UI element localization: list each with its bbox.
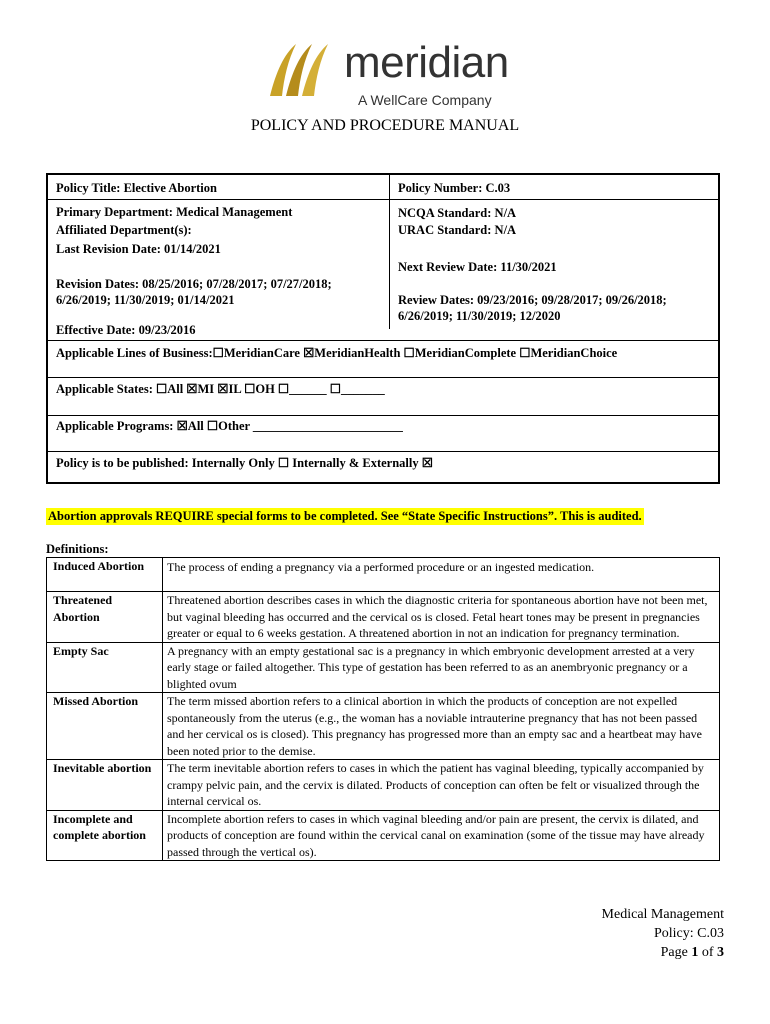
page-total: 3	[717, 945, 724, 960]
table-row	[47, 642, 720, 693]
review-dates-cont: 6/26/2019; 11/30/2019; 12/2020	[398, 309, 561, 323]
page-of: of	[698, 945, 717, 960]
definitions-heading: Definitions:	[46, 542, 109, 556]
table-row	[47, 760, 720, 811]
review-dates: Review Dates: 09/23/2016; 09/28/2017; 09/26/2018;	[398, 293, 667, 307]
urac-standard: URAC Standard: N/A	[398, 223, 517, 237]
revision-dates-cont: 6/26/2019; 11/30/2019; 01/14/2021	[56, 293, 235, 307]
table-row	[47, 810, 720, 861]
footer-page	[602, 943, 724, 962]
definitions-table	[46, 557, 720, 861]
header-divider	[48, 340, 718, 341]
lines-of-business: Applicable Lines of Business:☐MeridianCare ☒MeridianHealth ☐MeridianComplete ☐MeridianChoice	[56, 346, 618, 360]
footer-policy: Policy: C.03	[653, 926, 724, 941]
definition-text: The process of ending a pregnancy via a performed procedure or an ingested medication.	[163, 558, 720, 592]
definition-term: Missed Abortion	[47, 693, 163, 760]
applicable-states: Applicable States: ☐All ☒MI ☒IL ☐OH ☐______ ☐_______	[56, 382, 385, 396]
next-review-date: Next Review Date: 11/30/2021	[398, 260, 557, 274]
page-title: POLICY AND PROCEDURE MANUAL	[250, 117, 520, 134]
header-divider	[48, 451, 718, 452]
affiliated-departments: Affiliated Department(s):	[56, 223, 192, 237]
definition-text: The term inevitable abortion refers to cases in which the patient has vaginal bleeding, typically accompanied by crampy pelvic pain, and the cervix is dilated. Products of conception can often be felt or visualized through the internal cervical os.	[163, 760, 720, 811]
definition-text: The term missed abortion refers to a clinical abortion in which the products of conception are not expelled spontaneously from the uterus (e.g., the woman has a noviable intrauterine pregnancy that has not been passed and her cervical os is closed). This pregnancy has progressed more than an empty sac and a heartbeat may have been noted prior to the demise.	[163, 693, 720, 760]
logo-wordmark: meridian	[344, 38, 509, 87]
definition-text: Threatened abortion describes cases in which the diagnostic criteria for spontaneous abortion have not been met, but vaginal bleeding has occurred and the cervical os is closed. Fetal heart tones may be present in pregnancies greater or equal to 6 weeks gestation. A threatened abortion in not an indication for pregnancy termination.	[163, 592, 720, 643]
table-row	[47, 592, 720, 643]
meridian-logo	[262, 38, 512, 114]
definition-term: Inevitable abortion	[47, 760, 163, 811]
definition-text: Incomplete abortion refers to cases in which vaginal bleeding and/or pain are present, the cervix is dilated, and products of conception are found within the cervical canal on examination (some of the tissue may have already passed through the vertical os).	[163, 810, 720, 861]
revision-dates: Revision Dates: 08/25/2016; 07/28/2017; 07/27/2018;	[56, 277, 332, 291]
last-revision-date: Last Revision Date: 01/14/2021	[56, 242, 221, 256]
header-divider	[48, 199, 718, 200]
header-divider	[48, 415, 718, 416]
meridian-swoosh-logo-icon	[262, 38, 342, 100]
ncqa-standard: NCQA Standard: N/A	[398, 206, 517, 220]
header-divider	[48, 377, 718, 378]
effective-date: Effective Date: 09/23/2016	[56, 323, 196, 337]
applicable-programs: Applicable Programs: ☒All ☐Other ________________________	[56, 419, 403, 433]
audit-notice-banner: Abortion approvals REQUIRE special forms to be completed. See “State Specific Instructions”. This is audited.	[48, 509, 642, 523]
policy-header-box	[46, 173, 720, 484]
definition-term: Induced Abortion	[47, 558, 163, 592]
primary-department: Primary Department: Medical Management	[56, 205, 293, 219]
definition-term: Empty Sac	[47, 642, 163, 693]
page-footer	[602, 905, 724, 962]
policy-title: Policy Title: Elective Abortion	[56, 181, 217, 195]
definition-term: Threatened Abortion	[47, 592, 163, 643]
definition-text: A pregnancy with an empty gestational sac is a pregnancy in which embryonic development arrested at a very early stage or failed altogether. This type of gestation has been referred to as an anembryonic pregnancy or a blighted ovum	[163, 642, 720, 693]
table-row	[47, 693, 720, 760]
logo-subtitle: A WellCare Company	[358, 92, 492, 108]
table-row	[47, 558, 720, 592]
footer-department: Medical Management	[601, 907, 724, 922]
publication-scope: Policy is to be published: Internally Only ☐ Internally & Externally ☒	[56, 456, 433, 470]
page-label: Page	[660, 945, 692, 960]
definition-term: Incomplete and complete abortion	[47, 810, 163, 861]
page-number: 1	[691, 945, 699, 960]
policy-number: Policy Number: C.03	[398, 181, 511, 195]
